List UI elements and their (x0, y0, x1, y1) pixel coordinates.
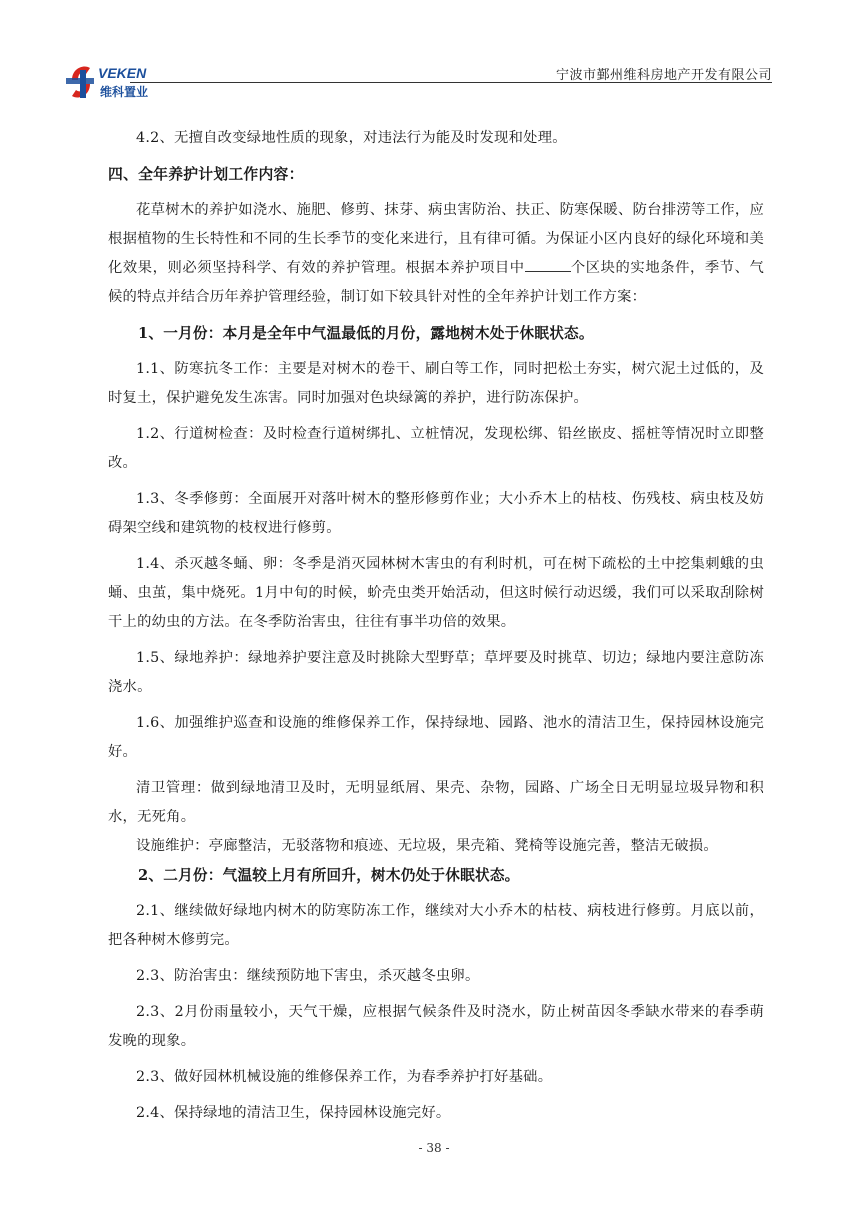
paragraph: 2.4、保持绿地的清洁卫生，保持园林设施完好。 (136, 1105, 451, 1121)
document-body (108, 124, 764, 1128)
text-span: 花草树木的养护如浇水、施肥、修剪、抹芽、病虫害防治、扶正、防寒保暖、防台排涝等工作，应根据植物的生长特性和不同的生长季节的变化来进行，且有律可循。为保证小区内良好的绿化环境和美化效果，则必须坚持科学、有效的养护管理。根据本养护项目中 (108, 202, 764, 276)
company-name: 宁波市鄞州维科房地产开发有限公司 (555, 68, 772, 83)
section-heading: 四、全年养护计划工作内容： (108, 166, 304, 183)
veken-logo (60, 58, 190, 104)
page-header (60, 58, 772, 106)
paragraph: 2.3、防治害虫：继续预防地下害虫，杀灭越冬虫卵。 (136, 968, 480, 984)
paragraph: 1.1、防寒抗冬工作：主要是对树木的卷干、刷白等工作，同时把松土夯实，树穴泥土过低的，及时复土，保护避免发生冻害。同时加强对色块绿篱的养护，进行防冻保护。 (108, 361, 764, 406)
paragraph: 1.2、行道树检查：及时检查行道树绑扎、立桩情况，发现松绑、铅丝嵌皮、摇桩等情况时立即整改。 (108, 426, 764, 471)
paragraph: 2.3、做好园林机械设施的维修保养工作，为春季养护打好基础。 (136, 1069, 553, 1085)
paragraph: 设施维护：亭廊整洁，无驳落物和痕迹、无垃圾，果壳箱、凳椅等设施完善，整洁无破损。 (136, 838, 718, 854)
subsection-heading: 2、二月份：气温较上月有所回升，树木仍处于休眠状态。 (138, 867, 520, 884)
text-span: 个区块的实地条件，季节、气候的特点并结合历年养护管理经验，制订如下较具针对性的全年养护计划工作方案： (108, 260, 765, 305)
paragraph (108, 196, 764, 312)
subsection-heading: 1、一月份：本月是全年中气温最低的月份，露地树木处于休眠状态。 (138, 325, 594, 342)
paragraph: 1.5、绿地养护：绿地养护要注意及时挑除大型野草；草坪要及时挑草、切边；绿地内要注意防冻浇水。 (108, 650, 764, 695)
logo-text: VEKEN (98, 65, 147, 81)
paragraph: 1.3、冬季修剪：全面展开对落叶树木的整形修剪作业；大小乔木上的枯枝、伤残枝、病虫枝及妨碍架空线和建筑物的枝杈进行修剪。 (108, 491, 764, 536)
paragraph: 2.1、继续做好绿地内树木的防寒防冻工作，继续对大小乔木的枯枝、病枝进行修剪。月底以前，把各种树木修剪完。 (108, 903, 764, 948)
paragraph: 1.4、杀灭越冬蛹、卵：冬季是消灭园林树木害虫的有利时机，可在树下疏松的土中挖集刺蛾的虫蛹、虫茧，集中烧死。1月中旬的时候，蚧壳虫类开始活动，但这时候行动迟缓，我们可以采取刮除树干上的幼虫的方法。在冬季防治害虫，往往有事半功倍的效果。 (108, 556, 764, 630)
page-number: - 38 - (418, 1141, 450, 1155)
paragraph: 清卫管理：做到绿地清卫及时，无明显纸屑、果壳、杂物，园路、广场全日无明显垃圾异物和积水，无死角。 (108, 780, 764, 825)
paragraph: 2.3、2月份雨量较小，天气干燥，应根据气候条件及时浇水，防止树苗因冬季缺水带来的春季萌发晚的现象。 (108, 1004, 764, 1049)
paragraph: 1.6、加强维护巡查和设施的维修保养工作，保持绿地、园路、池水的清洁卫生，保持园林设施完好。 (108, 715, 764, 760)
logo-subtext: 维科置业 (100, 85, 149, 99)
blank-line (525, 259, 571, 272)
paragraph: 4.2、无擅自改变绿地性质的现象，对违法行为能及时发现和处理。 (136, 130, 567, 146)
